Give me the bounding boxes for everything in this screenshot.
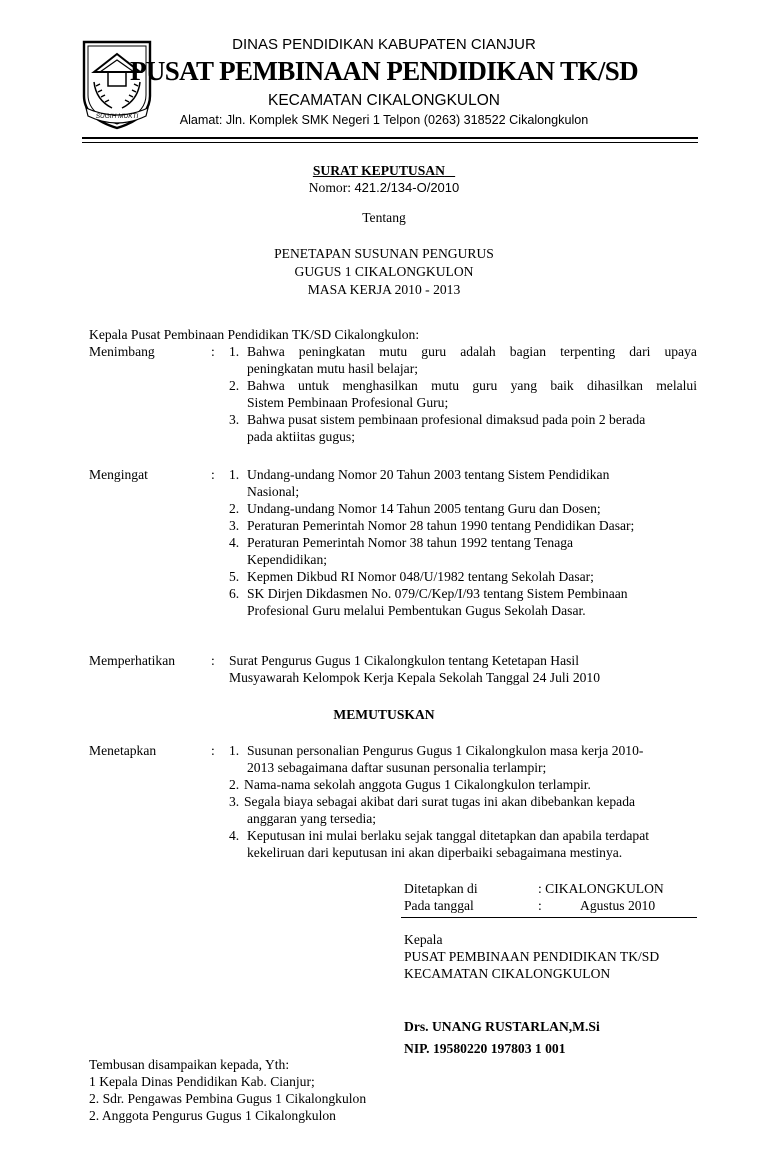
place-label: Ditetapkan di xyxy=(404,881,478,896)
menetapkan-item-1-line-2: 2013 sebagaimana daftar susunan personalia terlampir; xyxy=(247,760,547,775)
date-label: Pada tanggal xyxy=(404,898,474,913)
subject-line: GUGUS 1 CIKALONGKULON xyxy=(294,264,474,279)
mengingat-item-1-line-2: Nasional; xyxy=(247,484,300,499)
menimbang-item-2-line-1: Bahwa untuk menghasilkan mutu guru yang baik dihasilkan melalui xyxy=(247,378,697,393)
menetapkan-label: Menetapkan xyxy=(89,743,157,758)
memperhatikan-line-1: Surat Pengurus Gugus 1 Cikalongkulon tentang Ketetapan Hasil xyxy=(229,653,579,668)
date-colon: : xyxy=(538,898,542,913)
letterhead-rule-thin xyxy=(82,142,698,143)
menimbang-colon: : xyxy=(211,344,215,359)
tembusan-item: 2. Sdr. Pengawas Pembina Gugus 1 Cikalongkulon xyxy=(89,1091,367,1106)
menimbang-item-3-line-1: Bahwa pusat sistem pembinaan profesional dimaksud pada poin 2 berada xyxy=(247,412,646,427)
mengingat-colon: : xyxy=(211,467,215,482)
menetapkan-item-4-line-2: kekeliruan dari keputusan ini akan diperbaiki sebagaimana mestinya. xyxy=(247,845,623,860)
tembusan-item: 2. Anggota Pengurus Gugus 1 Cikalongkulon xyxy=(89,1108,336,1123)
menetapkan-item-2: Nama-nama sekolah anggota Gugus 1 Cikalongkulon terlampir. xyxy=(244,777,591,792)
memperhatikan-colon: : xyxy=(211,653,215,668)
signer-name: Drs. UNANG RUSTARLAN,M.Si xyxy=(404,1019,600,1034)
menetapkan-item-4-line-1: Keputusan ini mulai berlaku sejak tanggal ditetapkan dan apabila terdapat xyxy=(247,828,650,843)
memutuskan-heading: MEMUTUSKAN xyxy=(333,707,435,722)
list-number: 4. xyxy=(229,535,240,550)
menetapkan-item-3-line-2: anggaran yang tersedia; xyxy=(247,811,377,826)
memperhatikan-label: Memperhatikan xyxy=(89,653,176,668)
list-number: 1. xyxy=(229,743,240,758)
list-number: 3. xyxy=(229,518,240,533)
tembusan-item: 1 Kepala Dinas Pendidikan Kab. Cianjur; xyxy=(89,1074,315,1089)
memperhatikan-line-2: Musyawarah Kelompok Kerja Kepala Sekolah Tanggal 24 Juli 2010 xyxy=(229,670,601,685)
mengingat-label: Mengingat xyxy=(89,467,148,482)
signer-nip: NIP. 19580220 197803 1 001 xyxy=(404,1041,566,1056)
list-number: 2. xyxy=(229,777,240,792)
signer-role-1: Kepala xyxy=(404,932,443,947)
mengingat-item-1-line-1: Undang-undang Nomor 20 Tahun 2003 tentang Sistem Pendidikan xyxy=(247,467,610,482)
list-number: 5. xyxy=(229,569,240,584)
institution-name: PUSAT PEMBINAAN PENDIDIKAN TK/SD xyxy=(129,56,639,86)
mengingat-item-6-line-1: SK Dirjen Dikdasmen No. 079/C/Kep/I/93 tentang Sistem Pembinaan xyxy=(247,586,628,601)
menimbang-item-1-line-2: peningkatan mutu hasil belajar; xyxy=(247,361,419,376)
mengingat-item-4-line-1: Peraturan Pemerintah Nomor 38 tahun 1992 tentang Tenaga xyxy=(247,535,574,550)
list-number: 1. xyxy=(229,344,240,359)
district-name: KECAMATAN CIKALONGKULON xyxy=(268,92,500,109)
tentang-label: Tentang xyxy=(362,210,406,225)
svg-text:SUGIH MUKTI: SUGIH MUKTI xyxy=(95,113,139,120)
menimbang-item-1-line-1: Bahwa peningkatan mutu guru adalah bagian terpenting dari upaya xyxy=(247,344,697,359)
tembusan-heading: Tembusan disampaikan kepada, Yth: xyxy=(89,1057,290,1072)
decree-heading: SURAT KEPUTUSAN xyxy=(312,163,445,178)
list-number: 6. xyxy=(229,586,240,601)
mengingat-item-5: Kepmen Dikbud RI Nomor 048/U/1982 tentang Sekolah Dasar; xyxy=(247,569,594,584)
list-number: 1. xyxy=(229,467,240,482)
menimbang-item-3-line-2: pada aktiitas gugus; xyxy=(247,429,355,444)
list-number: 4. xyxy=(229,828,240,843)
mengingat-item-4-line-2: Kependidikan; xyxy=(247,552,328,567)
subject-line: MASA KERJA 2010 - 2013 xyxy=(307,282,461,297)
menimbang-label: Menimbang xyxy=(89,344,155,359)
menetapkan-item-3-line-1: Segala biaya sebagai akibat dari surat tugas ini akan dibebankan kepada xyxy=(244,794,636,809)
address-line: Alamat: Jln. Komplek SMK Negeri 1 Telpon (0263) 318522 Cikalongkulon xyxy=(179,113,589,127)
mengingat-item-6-line-2: Profesional Guru melalui Pembentukan Gugus Sekolah Dasar. xyxy=(247,603,586,618)
opening-line: Kepala Pusat Pembinaan Pendidikan TK/SD Cikalongkulon: xyxy=(89,327,420,342)
letterhead-rule-thick xyxy=(82,137,698,139)
signer-role-3: KECAMATAN CIKALONGKULON xyxy=(404,966,611,981)
list-number: 3. xyxy=(229,794,240,809)
menimbang-item-2-line-2: Sistem Pembinaan Profesional Guru; xyxy=(247,395,449,410)
menetapkan-item-1-line-1: Susunan personalian Pengurus Gugus 1 Cikalongkulon masa kerja 2010- xyxy=(247,743,644,758)
signature-divider xyxy=(401,917,697,918)
list-number: 2. xyxy=(229,378,240,393)
mengingat-item-3: Peraturan Pemerintah Nomor 28 tahun 1990 tentang Pendidikan Dasar; xyxy=(247,518,635,533)
date-value: Agustus 2010 xyxy=(580,898,656,913)
agency-name: DINAS PENDIDIKAN KABUPATEN CIANJUR xyxy=(232,36,536,53)
list-number: 2. xyxy=(229,501,240,516)
mengingat-item-2: Undang-undang Nomor 14 Tahun 2005 tentang Guru dan Dosen; xyxy=(247,501,601,516)
signer-role-2: PUSAT PEMBINAAN PENDIDIKAN TK/SD xyxy=(404,949,660,964)
decree-number: Nomor: 421.2/134-O/2010 xyxy=(308,180,460,195)
subject-line: PENETAPAN SUSUNAN PENGURUS xyxy=(274,246,494,261)
list-number: 3. xyxy=(229,412,240,427)
place-value: : CIKALONGKULON xyxy=(538,881,664,896)
menetapkan-colon: : xyxy=(211,743,215,758)
